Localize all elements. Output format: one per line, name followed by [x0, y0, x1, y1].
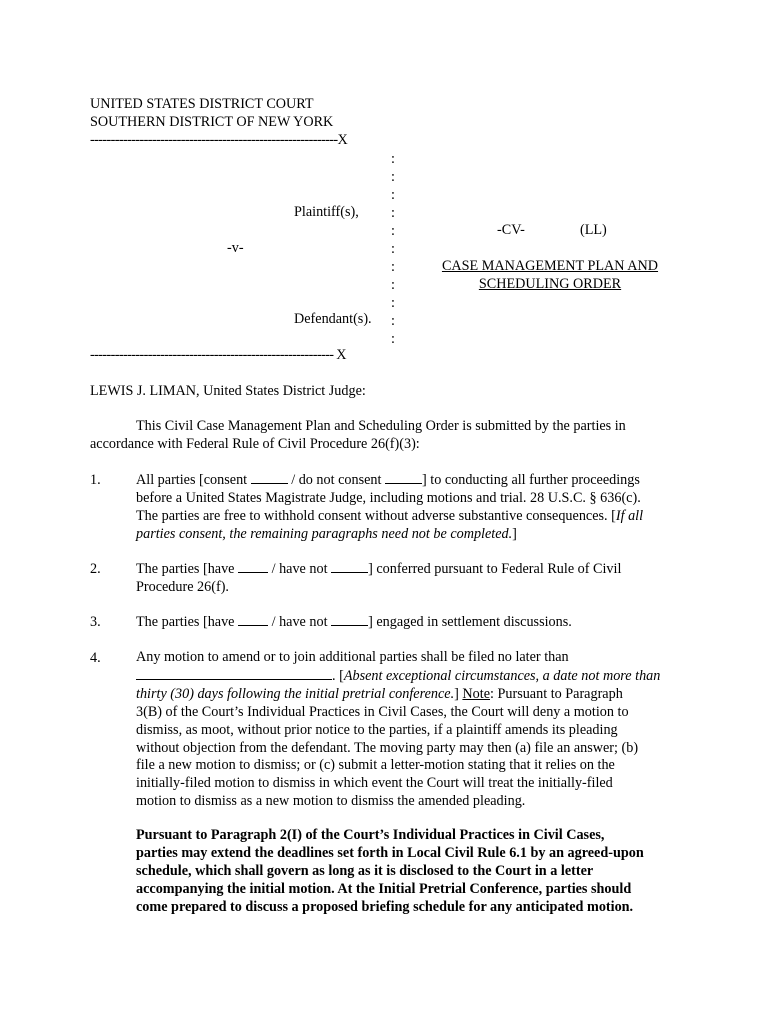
item-number: 2.	[90, 561, 101, 577]
order-title-line2: SCHEDULING ORDER	[478, 276, 622, 292]
item-3-text: The parties [have / have not ] engaged in settlement discussions.	[136, 614, 572, 630]
item-1-text: All parties [consent / do not consent ] to conducting all further proceedings before a United States Magistrate Judge, including motions and trial. 28 U.S.C. § 636(c). The parties are free to withhold consent without adverse substantive consequences. [If all parties consent, the remaining paragraphs need not be completed.]	[136, 472, 644, 542]
caption-colon: :	[391, 241, 395, 257]
item-number: 4.	[90, 650, 101, 666]
caption-colon: :	[391, 331, 395, 347]
caption-colon: :	[391, 187, 395, 203]
case-number: -CV-	[497, 222, 525, 238]
caption-colon: :	[391, 259, 395, 275]
caption-colon: :	[391, 205, 395, 221]
item-2-text: The parties [have / have not ] conferred pursuant to Federal Rule of Civil Procedure 26(f).	[136, 561, 622, 595]
item-number: 1.	[90, 472, 101, 488]
amend-deadline-blank[interactable]	[136, 667, 332, 680]
judge-initials: (LL)	[580, 222, 607, 238]
caption-colon: :	[391, 151, 395, 167]
judge-line: LEWIS J. LIMAN, United States District Judge:	[90, 383, 366, 399]
have-settled-blank[interactable]	[238, 613, 268, 626]
caption-rule-bottom: ----------------------------------------------------------- X	[90, 347, 346, 363]
court-district: SOUTHERN DISTRICT OF NEW YORK	[90, 114, 334, 130]
have-conferred-blank[interactable]	[238, 560, 268, 573]
caption-colon: :	[391, 223, 395, 239]
versus-label: -v-	[227, 240, 244, 256]
item-4-bold-notice: Pursuant to Paragraph 2(I) of the Court’s Individual Practices in Civil Cases, parties may extend the deadlines set forth in Local Civil Rule 6.1 by an agreed-upon schedule, which shall govern as long as it is disclosed to the Court in a letter accompanying the initial motion. At the Initial Pretrial Conference, parties should come prepared to discuss a proposed briefing schedule for any anticipated motion.	[136, 827, 644, 915]
court-name: UNITED STATES DISTRICT COURT	[90, 96, 314, 112]
caption-colon: :	[391, 313, 395, 329]
plaintiff-label: Plaintiff(s),	[294, 204, 359, 220]
caption-colon: :	[391, 277, 395, 293]
defendant-label: Defendant(s).	[294, 311, 372, 327]
consent-blank[interactable]	[251, 471, 288, 484]
intro-paragraph: This Civil Case Management Plan and Scheduling Order is submitted by the parties in accordance with Federal Rule of Civil Procedure 26(f)(3):	[90, 418, 626, 452]
order-title-line1: CASE MANAGEMENT PLAN AND	[441, 258, 659, 274]
item-number: 3.	[90, 614, 101, 630]
caption-colon: :	[391, 169, 395, 185]
no-consent-blank[interactable]	[385, 471, 422, 484]
have-not-settled-blank[interactable]	[331, 613, 368, 626]
have-not-conferred-blank[interactable]	[331, 560, 368, 573]
item-4-text: Any motion to amend or to join additional parties shall be filed no later than . [Absent exceptional circumstances, a date not more than thirty (30) days following the initial pretrial conference.] Note: Pursuant to Paragraph 3(B) of the Court’s Individual Practices in Civil Cases, the Court will deny a motion to dismiss, as moot, without prior notice to the parties, if a plaintiff amends its pleading without objection from the defendant. The moving party may then (a) file an answer; (b) file a new motion to dismiss; or (c) submit a letter-motion stating that it relies on the initially-filed motion to dismiss in which event the Court will treat the initially-filed motion to dismiss as a new motion to dismiss the amended pleading.	[136, 649, 661, 810]
caption-colon: :	[391, 295, 395, 311]
caption-rule-top: ------------------------------------------------------------X	[90, 132, 348, 148]
